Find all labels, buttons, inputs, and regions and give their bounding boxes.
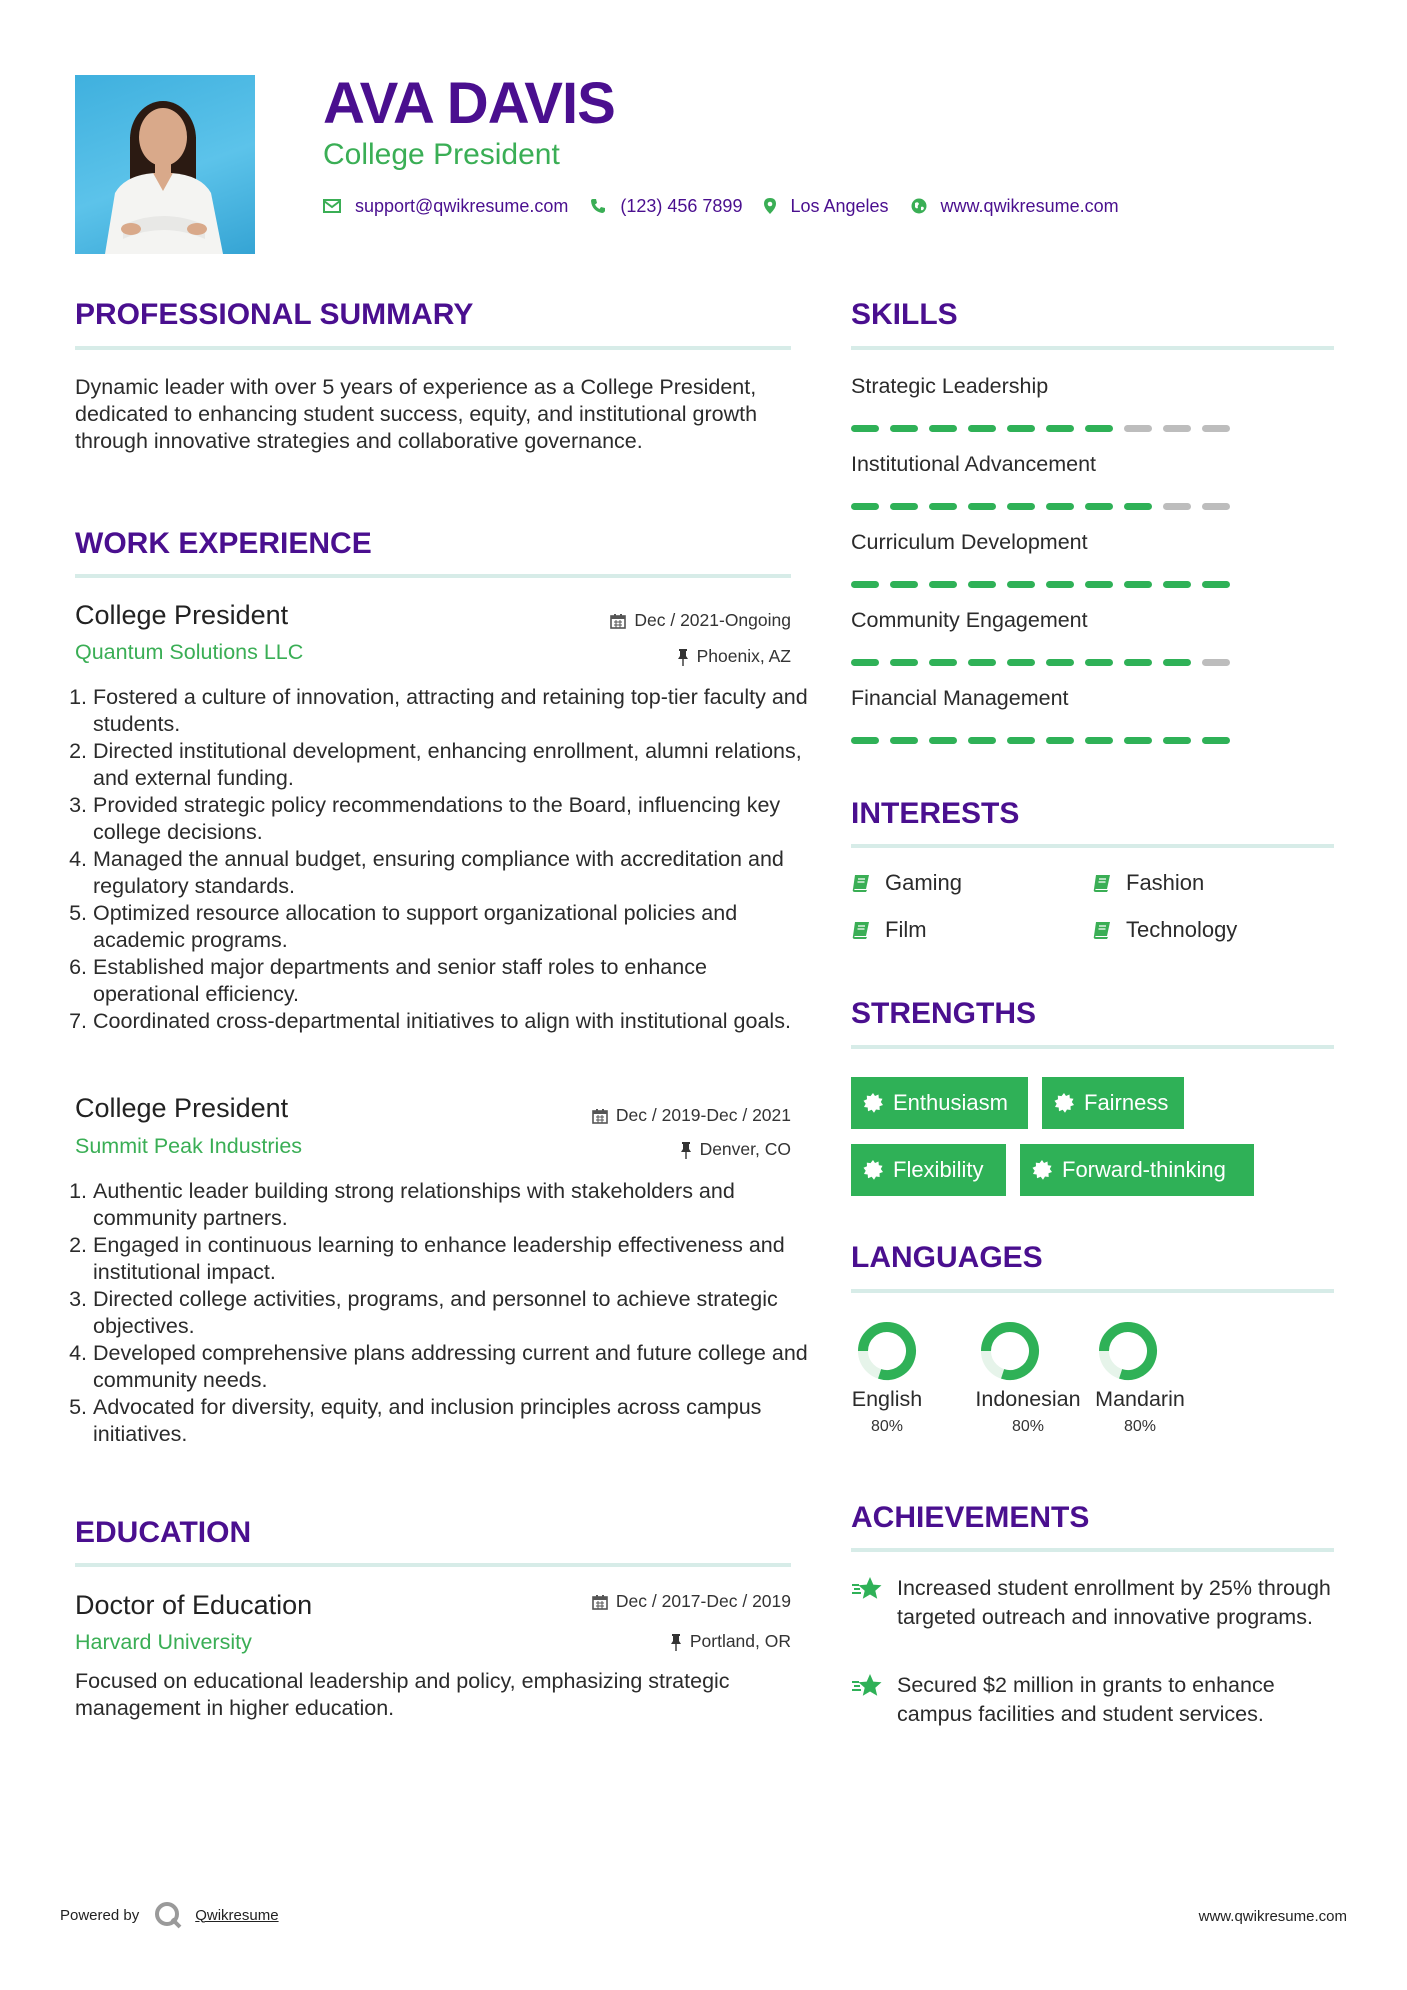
strength-label: Enthusiasm bbox=[893, 1090, 1008, 1115]
badge-icon bbox=[1032, 1160, 1052, 1180]
strength-tag bbox=[851, 1144, 1006, 1196]
interest-item bbox=[1092, 917, 1237, 943]
summary-text: Dynamic leader with over 5 years of experience as a College President, dedicated to enhancing student success, equity, and institutional growth through innovative strategies and collaborative governance. bbox=[75, 375, 758, 453]
interests-divider bbox=[851, 844, 1334, 848]
skill-dot-filled bbox=[1124, 659, 1152, 666]
interest-label: Gaming bbox=[885, 870, 963, 895]
skill-dot-filled bbox=[1085, 659, 1113, 666]
footer-brand bbox=[60, 1900, 279, 1930]
achievement-text: Secured $2 million in grants to enhance campus facilities and student services. bbox=[897, 1673, 1275, 1726]
footer-url[interactable]: www.qwikresume.com bbox=[1198, 1908, 1347, 1925]
strength-tag bbox=[851, 1077, 1028, 1129]
strength-label: Forward-thinking bbox=[1062, 1157, 1226, 1182]
job-location bbox=[471, 646, 791, 667]
achievements-divider bbox=[851, 1548, 1334, 1552]
strength-tag bbox=[1042, 1077, 1184, 1129]
language-percent: 80% bbox=[1011, 1418, 1045, 1435]
badge-icon bbox=[863, 1093, 883, 1113]
skill-rating bbox=[851, 425, 1241, 432]
skills-heading: SKILLS bbox=[851, 298, 958, 331]
strengths-heading: STRENGTHS bbox=[851, 997, 1037, 1030]
job-location-text: Phoenix, AZ bbox=[696, 646, 791, 666]
phone-icon bbox=[590, 198, 606, 214]
skill-dot-filled bbox=[1007, 659, 1035, 666]
candidate-name: AVA DAVIS bbox=[323, 71, 615, 136]
strength-label: Fairness bbox=[1084, 1090, 1169, 1115]
job-bullet: 2. Engaged in continuous learning to enhance leadership effectiveness and institutional impact. bbox=[93, 1232, 809, 1286]
job-bullet: 5. Advocated for diversity, equity, and inclusion principles across campus initiatives. bbox=[93, 1394, 809, 1448]
skill-dot-filled bbox=[929, 659, 957, 666]
skill-dot-filled bbox=[968, 737, 996, 744]
pushpin-icon bbox=[670, 1633, 682, 1651]
skill-dot-filled bbox=[851, 581, 879, 588]
skill-rating bbox=[851, 737, 1241, 744]
job-dates-text: Dec / 2021-Ongoing bbox=[634, 610, 791, 630]
education-divider bbox=[75, 1563, 791, 1567]
contact-location bbox=[764, 196, 888, 217]
skill-name: Institutional Advancement bbox=[851, 452, 1097, 476]
job-company: Quantum Solutions LLC bbox=[75, 640, 304, 664]
job-location-text: Denver, CO bbox=[699, 1139, 791, 1159]
skill-dot-filled bbox=[1046, 659, 1074, 666]
skill-dot-filled bbox=[1202, 737, 1230, 744]
languages-heading: LANGUAGES bbox=[851, 1241, 1043, 1274]
language-ring bbox=[846, 1318, 928, 1382]
achievement-item bbox=[851, 1574, 1341, 1632]
skill-dot-filled bbox=[968, 425, 996, 432]
skill-dot-empty bbox=[1202, 659, 1230, 666]
skill-rating bbox=[851, 503, 1241, 510]
skill-dot-filled bbox=[851, 659, 879, 666]
skill-dot-filled bbox=[968, 581, 996, 588]
phone-text: (123) 456 7899 bbox=[620, 195, 743, 216]
skill-dot-empty bbox=[1163, 425, 1191, 432]
skill-dot-filled bbox=[1007, 737, 1035, 744]
badge-icon bbox=[1054, 1093, 1074, 1113]
school-name: Harvard University bbox=[75, 1630, 252, 1654]
job-company: Summit Peak Industries bbox=[75, 1134, 303, 1158]
job-dates bbox=[471, 610, 791, 631]
skill-dot-empty bbox=[1202, 425, 1230, 432]
book-icon bbox=[1092, 873, 1112, 893]
website-text: www.qwikresume.com bbox=[940, 195, 1119, 216]
skill-dot-filled bbox=[1085, 425, 1113, 432]
job-bullet: 4. Managed the annual budget, ensuring compliance with accreditation and regulatory standards. bbox=[93, 846, 809, 900]
language-item bbox=[1090, 1318, 1190, 1436]
skill-dot-filled bbox=[890, 503, 918, 510]
job-bullets bbox=[75, 1178, 809, 1448]
location-text: Los Angeles bbox=[790, 195, 889, 216]
skill-name: Curriculum Development bbox=[851, 530, 1088, 554]
interest-label: Film bbox=[885, 917, 927, 942]
skill-dot-filled bbox=[929, 581, 957, 588]
envelope-icon bbox=[323, 199, 341, 213]
skill-dot-empty bbox=[1202, 503, 1230, 510]
job-bullet: 7. Coordinated cross-departmental initiatives to align with institutional goals. bbox=[93, 1008, 809, 1035]
achievement-text: Increased student enrollment by 25% through targeted outreach and innovative programs. bbox=[897, 1576, 1331, 1629]
profile-photo bbox=[75, 75, 255, 254]
job-bullets bbox=[75, 684, 809, 1035]
skill-dot-filled bbox=[968, 503, 996, 510]
language-percent: 80% bbox=[1123, 1418, 1157, 1435]
book-icon bbox=[851, 873, 871, 893]
strength-label: Flexibility bbox=[893, 1157, 984, 1182]
skill-dot-filled bbox=[1163, 737, 1191, 744]
skill-dot-filled bbox=[1124, 503, 1152, 510]
skills-divider bbox=[851, 346, 1334, 350]
contact-email[interactable] bbox=[323, 196, 568, 217]
skill-dot-filled bbox=[890, 425, 918, 432]
skill-dot-filled bbox=[1046, 425, 1074, 432]
profile-photo-illustration bbox=[75, 75, 255, 254]
skill-dot-filled bbox=[929, 425, 957, 432]
book-icon bbox=[1092, 920, 1112, 940]
skill-dot-filled bbox=[890, 737, 918, 744]
skill-dot-filled bbox=[929, 737, 957, 744]
job-location bbox=[471, 1139, 791, 1160]
interest-item bbox=[1092, 870, 1204, 896]
skill-dot-filled bbox=[1046, 737, 1074, 744]
skill-dot-empty bbox=[1124, 425, 1152, 432]
pushpin-icon bbox=[677, 648, 689, 666]
languages-divider bbox=[851, 1289, 1334, 1293]
badge-icon bbox=[863, 1160, 883, 1180]
skill-rating bbox=[851, 581, 1241, 588]
interest-item bbox=[851, 870, 962, 896]
skill-name: Community Engagement bbox=[851, 608, 1088, 632]
skill-dot-filled bbox=[851, 737, 879, 744]
skill-dot-filled bbox=[1007, 503, 1035, 510]
star-icon bbox=[851, 1576, 883, 1602]
experience-heading: WORK EXPERIENCE bbox=[75, 527, 372, 560]
language-ring bbox=[966, 1318, 1090, 1382]
job-bullet: 1. Fostered a culture of innovation, attracting and retaining top-tier faculty and students. bbox=[93, 684, 809, 738]
skill-dot-filled bbox=[1163, 581, 1191, 588]
book-icon bbox=[851, 920, 871, 940]
skill-dot-filled bbox=[1085, 503, 1113, 510]
language-percent: 80% bbox=[870, 1418, 904, 1435]
language-ring bbox=[1090, 1318, 1190, 1382]
experience-divider bbox=[75, 574, 791, 578]
calendar-icon bbox=[592, 1594, 608, 1610]
globe-icon bbox=[911, 198, 927, 214]
degree-title: Doctor of Education bbox=[75, 1590, 313, 1620]
job-bullet: 2. Directed institutional development, enhancing enrollment, alumni relations, and external funding. bbox=[93, 738, 809, 792]
contact-phone[interactable] bbox=[590, 196, 742, 217]
language-name: English bbox=[851, 1387, 923, 1411]
calendar-icon bbox=[592, 1108, 608, 1124]
calendar-icon bbox=[610, 613, 626, 629]
skill-dot-filled bbox=[1007, 425, 1035, 432]
skill-dot-empty bbox=[1163, 503, 1191, 510]
skill-dot-filled bbox=[1124, 737, 1152, 744]
skill-dot-filled bbox=[1046, 503, 1074, 510]
language-name: Indonesian bbox=[975, 1387, 1081, 1411]
education-location bbox=[471, 1631, 791, 1652]
pushpin-icon bbox=[680, 1141, 692, 1159]
education-text: Focused on educational leadership and policy, emphasizing strategic management in higher education. bbox=[75, 1669, 730, 1720]
job-bullet: 3. Directed college activities, programs, and personnel to achieve strategic objectives. bbox=[93, 1286, 809, 1340]
skill-name: Financial Management bbox=[851, 686, 1069, 710]
skill-name: Strategic Leadership bbox=[851, 374, 1049, 398]
job-title: College President bbox=[75, 1093, 289, 1123]
summary-divider bbox=[75, 346, 791, 350]
skill-dot-filled bbox=[968, 659, 996, 666]
job-dates-text: Dec / 2019-Dec / 2021 bbox=[615, 1105, 791, 1125]
candidate-title: College President bbox=[323, 138, 560, 171]
skill-dot-filled bbox=[929, 503, 957, 510]
interests-heading: INTERESTS bbox=[851, 797, 1020, 830]
skill-dot-filled bbox=[1085, 581, 1113, 588]
education-dates-text: Dec / 2017-Dec / 2019 bbox=[615, 1591, 791, 1611]
skill-dot-filled bbox=[1202, 581, 1230, 588]
qwikresume-logo-icon bbox=[153, 1900, 183, 1930]
interest-label: Technology bbox=[1126, 917, 1238, 942]
job-bullet: 3. Provided strategic policy recommendations to the Board, influencing key college decisions. bbox=[93, 792, 809, 846]
education-heading: EDUCATION bbox=[75, 1516, 252, 1549]
strengths-divider bbox=[851, 1045, 1334, 1049]
achievements-heading: ACHIEVEMENTS bbox=[851, 1501, 1090, 1534]
contact-website[interactable] bbox=[911, 196, 1119, 217]
skill-dot-filled bbox=[890, 659, 918, 666]
education-dates bbox=[471, 1591, 791, 1612]
skill-dot-filled bbox=[890, 581, 918, 588]
map-marker-icon bbox=[764, 198, 776, 214]
skill-rating bbox=[851, 659, 1241, 666]
summary-heading: PROFESSIONAL SUMMARY bbox=[75, 298, 474, 331]
skill-dot-filled bbox=[851, 425, 879, 432]
job-title: College President bbox=[75, 600, 289, 630]
job-bullet: 6. Established major departments and senior staff roles to enhance operational efficiency. bbox=[93, 954, 809, 1008]
contact-bar bbox=[323, 194, 1141, 218]
interest-item bbox=[851, 917, 927, 943]
powered-by-text: Powered by bbox=[60, 1906, 140, 1924]
skill-dot-filled bbox=[1046, 581, 1074, 588]
job-bullet: 1. Authentic leader building strong relationships with stakeholders and community partners. bbox=[93, 1178, 809, 1232]
skill-dot-filled bbox=[1007, 581, 1035, 588]
language-item bbox=[966, 1318, 1090, 1436]
skill-dot-filled bbox=[1124, 581, 1152, 588]
language-item bbox=[846, 1318, 928, 1436]
star-icon bbox=[851, 1673, 883, 1699]
qwikresume-link[interactable]: Qwikresume bbox=[195, 1906, 279, 1924]
skill-dot-filled bbox=[851, 503, 879, 510]
skill-dot-filled bbox=[1163, 659, 1191, 666]
strength-tag bbox=[1020, 1144, 1254, 1196]
interest-label: Fashion bbox=[1126, 870, 1205, 895]
language-name: Mandarin bbox=[1095, 1387, 1185, 1411]
job-dates bbox=[471, 1105, 791, 1126]
achievement-item bbox=[851, 1671, 1341, 1729]
job-bullet: 4. Developed comprehensive plans addressing current and future college and community needs. bbox=[93, 1340, 809, 1394]
email-text: support@qwikresume.com bbox=[355, 195, 569, 216]
skill-dot-filled bbox=[1085, 737, 1113, 744]
education-location-text: Portland, OR bbox=[689, 1631, 791, 1651]
job-bullet: 5. Optimized resource allocation to support organizational policies and academic programs. bbox=[93, 900, 809, 954]
